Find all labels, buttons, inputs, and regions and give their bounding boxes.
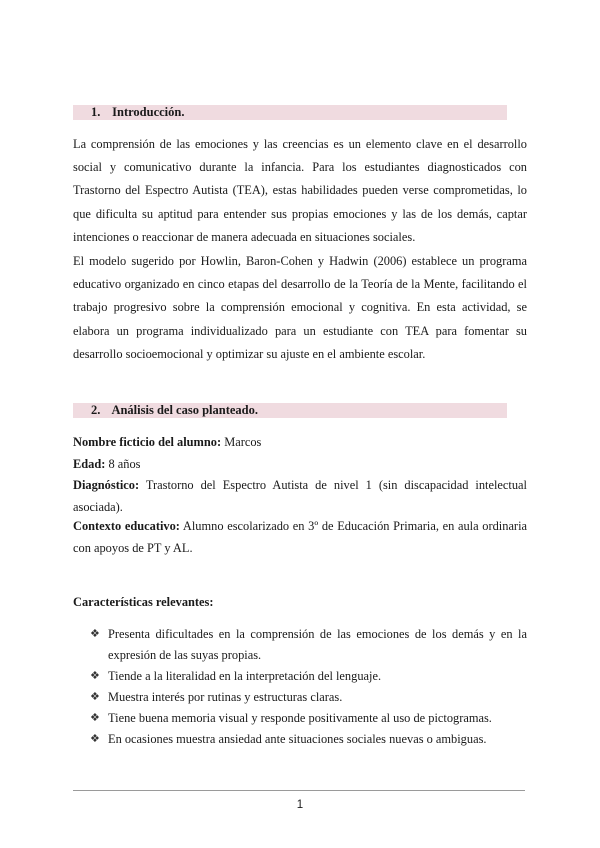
list-item [90, 729, 527, 750]
diamond-bullet-icon: ❖ [90, 691, 100, 703]
section-title: Introducción. [112, 105, 185, 119]
list-item-text: Tiende a la literalidad en la interpretación del lenguaje. [108, 669, 382, 683]
field-diagnostico [73, 475, 527, 518]
intro-paragraph-1: La comprensión de las emociones y las creencias es un elemento clave en el desarrollo social y comunicativo durante la infancia. Para los estudiantes diagnosticados con Trastorno del Espectro Autista (TEA), estas habilidades pueden verse comprometidas, lo que dificulta su aptitud para entender sus propias emociones y las de los demás, captar intenciones o reaccionar de manera adecuada en situaciones sociales. [73, 137, 527, 244]
field-label: Contexto educativo: [73, 519, 180, 533]
field-value: Marcos [221, 435, 262, 449]
characteristics-heading: Características relevantes: [73, 595, 214, 609]
field-label: Nombre ficticio del alumno: [73, 435, 222, 449]
diamond-bullet-icon: ❖ [90, 628, 100, 640]
field-value: Trastorno del Espectro Autista de nivel 1 (sin discapacidad intelectual asociada). [73, 478, 527, 514]
section-heading-introduccion [73, 105, 507, 120]
field-edad [73, 454, 527, 476]
characteristics-list [90, 624, 527, 750]
intro-paragraph-2: El modelo sugerido por Howlin, Baron-Cohen y Hadwin (2006) establece un programa educativo organizado en cinco etapas del desarrollo de la Teoría de la Mente, facilitando el trabajo progresivo sobre la comprensión emocional y cognitiva. En esta actividad, se elabora un programa individualizado para un estudiante con TEA para fomentar su desarrollo socioemocional y optimizar su ajuste en el ambiente escolar. [73, 254, 527, 361]
page-number: 1 [296, 799, 304, 811]
list-item-text: En ocasiones muestra ansiedad ante situaciones sociales nuevas o ambiguas. [108, 732, 487, 746]
section-heading-analisis [73, 403, 507, 418]
section-number: 2. [91, 403, 101, 417]
list-item [90, 666, 527, 687]
field-label: Edad: [73, 457, 106, 471]
field-value: Alumno escolarizado en 3º de Educación Primaria, en aula ordinaria con apoyos de PT y AL. [73, 519, 528, 555]
section-number: 1. [91, 105, 101, 119]
list-item-text: Presenta dificultades en la comprensión de las emociones de los demás y en la expresión de las suyas propias. [108, 627, 527, 662]
field-label: Diagnóstico: [73, 478, 140, 492]
footer-divider [73, 790, 525, 791]
list-item [90, 687, 527, 708]
field-contexto [73, 516, 527, 559]
diamond-bullet-icon: ❖ [90, 670, 100, 682]
diamond-bullet-icon: ❖ [90, 733, 100, 745]
diamond-bullet-icon: ❖ [90, 712, 100, 724]
list-item [90, 624, 527, 666]
field-nombre [73, 432, 527, 454]
field-value: 8 años [105, 457, 141, 471]
section-title: Análisis del caso planteado. [111, 403, 258, 417]
list-item-text: Muestra interés por rutinas y estructuras claras. [108, 690, 343, 704]
list-item-text: Tiene buena memoria visual y responde positivamente al uso de pictogramas. [108, 711, 492, 725]
list-item [90, 708, 527, 729]
